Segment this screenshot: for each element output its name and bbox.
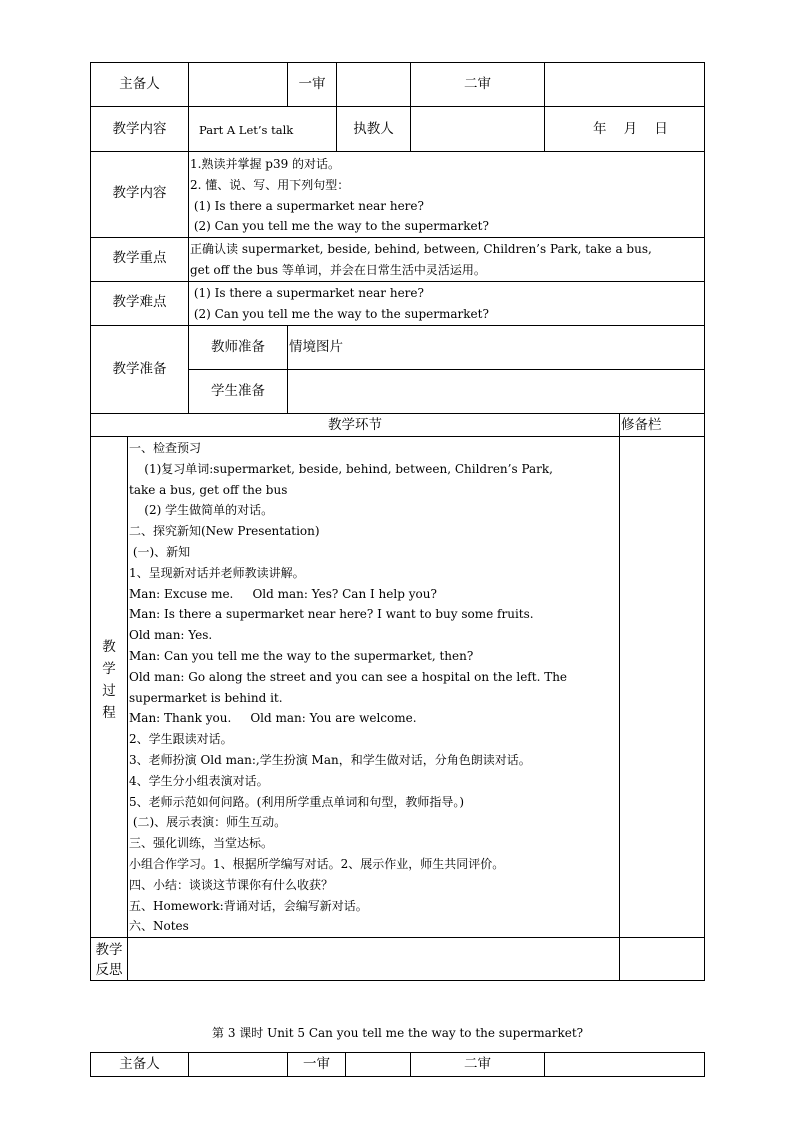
- process-line: 5、老师示范如何问路。(利用所学重点单词和句型，教师指导。): [129, 794, 465, 809]
- process-line: take a bus, get off the bus: [129, 482, 288, 497]
- process-line: (一)、新知: [129, 544, 191, 559]
- chief-preparer-label-2: 主备人: [119, 1056, 160, 1072]
- process-line: Man: Thank you. Old man: You are welcome.: [129, 711, 417, 726]
- process-line: (二)、展示表演：师生互动。: [129, 815, 287, 830]
- process-label-char: 学: [102, 661, 116, 677]
- process-line: 六、Notes: [129, 919, 189, 934]
- process-line: (1)复习单词:supermarket, beside, behind, between, Children’s Park,: [129, 461, 553, 476]
- goal-line: 1.熟读并掌握 p39 的对话。: [190, 157, 341, 171]
- key-points-text: [190, 239, 652, 281]
- notes-header: 修备栏: [621, 417, 662, 433]
- difficult-points-text: [190, 283, 489, 325]
- process-line: 4、学生分小组表演对话。: [129, 773, 269, 788]
- preparation-label: 教学准备: [112, 361, 167, 377]
- second-review-label-2: 二审: [464, 1056, 491, 1072]
- process-line: Man: Is there a supermarket near here? I want to buy some fruits.: [129, 607, 534, 622]
- goal-line: 2. 懂、说、写、用下列句型：: [190, 177, 350, 192]
- goal-line: (2) Can you tell me the way to the supermarket?: [190, 219, 489, 234]
- chief-preparer-label: 主备人: [119, 76, 160, 92]
- teacher-executor-label: 执教人: [353, 121, 394, 137]
- first-review-label-2: 一审: [303, 1056, 330, 1072]
- process-content: [129, 438, 621, 937]
- reflection-label: [91, 940, 127, 980]
- process-line: Old man: Yes.: [129, 628, 213, 643]
- lesson-caption: 第 3 课时 Unit 5 Can you tell me the way to the supermarket?: [212, 1026, 584, 1040]
- process-line: supermarket is behind it.: [129, 690, 283, 705]
- process-line: 小组合作学习。1、根据所学编写对话。2、展示作业，师生共同评价。: [129, 856, 505, 871]
- date-field: 年 月 日: [593, 121, 668, 137]
- process-line: 二、探究新知(New Presentation): [129, 524, 320, 539]
- teacher-prep-label: 教师准备: [211, 339, 265, 355]
- process-line: 五、Homework:背诵对话，会编写新对话。: [129, 898, 368, 913]
- key-points-label: 教学重点: [112, 250, 167, 266]
- difficult-points-label: 教学难点: [112, 294, 167, 310]
- process-line: 三、强化训练，当堂达标。: [129, 836, 274, 851]
- key-point-line: 正确认读 supermarket, beside, behind, between, Children’s Park, take a bus,: [190, 242, 652, 256]
- process-line: Man: Excuse me. Old man: Yes? Can I help you?: [129, 586, 437, 601]
- process-label-char: 教: [102, 639, 116, 655]
- process-label-char: 过: [102, 683, 116, 699]
- process-line: 四、小结：谈谈这节课你有什么收获？: [129, 877, 334, 892]
- teacher-prep-value: 情境图片: [289, 339, 343, 355]
- teaching-content-label-2: 教学内容: [112, 185, 167, 201]
- process-line: 一、检查预习: [129, 441, 202, 455]
- student-prep-label: 学生准备: [211, 383, 265, 399]
- reflection-label-line: 教学: [95, 942, 123, 958]
- lesson-part-value: Part A Let’s talk: [199, 123, 294, 137]
- goal-line: (1) Is there a supermarket near here?: [190, 198, 424, 213]
- process-line: Old man: Go along the street and you can see a hospital on the left. The: [129, 669, 568, 684]
- reflection-label-line: 反思: [95, 962, 123, 978]
- process-header: 教学环节: [328, 417, 382, 433]
- process-line: 3、老师扮演 Old man:,学生扮演 Man，和学生做对话，分角色朗读对话。: [129, 752, 531, 767]
- process-line: 2、学生跟读对话。: [129, 732, 233, 747]
- teaching-content-label: 教学内容: [112, 121, 167, 137]
- process-label-char: 程: [102, 705, 116, 721]
- teaching-content-goals: [190, 154, 489, 237]
- process-line: Man: Can you tell me the way to the supermarket, then?: [129, 648, 474, 663]
- process-line: 1、呈现新对话并老师教读讲解。: [129, 565, 305, 580]
- process-label: [91, 636, 127, 724]
- difficult-point-line: (1) Is there a supermarket near here?: [190, 286, 424, 300]
- first-review-label: 一审: [298, 76, 326, 92]
- key-point-line: get off the bus 等单词，并会在日常生活中灵活运用。: [190, 262, 486, 277]
- difficult-point-line: (2) Can you tell me the way to the supermarket?: [190, 306, 489, 321]
- process-line: (2) 学生做简单的对话。: [129, 503, 274, 518]
- second-review-label: 二审: [464, 76, 491, 92]
